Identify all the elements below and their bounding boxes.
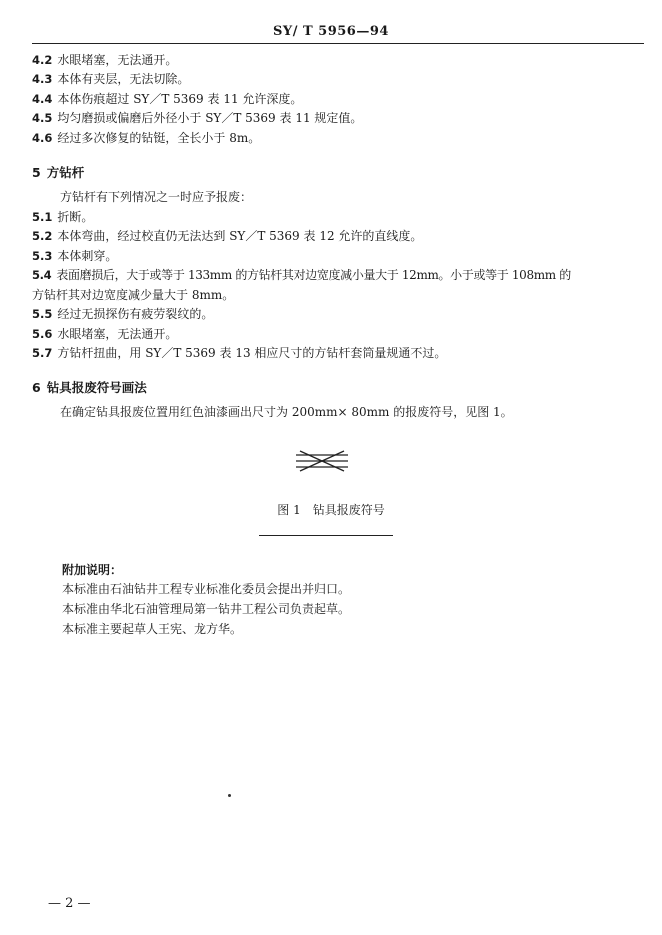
clause-number: 5.3 (32, 249, 53, 263)
clause-5-1 (32, 209, 93, 225)
section-6-text: 在确定钻具报废位置用红色油漆画出尺寸为 200mm× 80mm 的报废符号，见图 1。 (60, 405, 513, 419)
page-number: — 2 — (48, 896, 91, 911)
note-line: 本标准由石油钻井工程专业标准化委员会提出并归口。 (62, 582, 351, 596)
clause-number: 5.7 (32, 346, 53, 360)
clause-text: 折断。 (57, 210, 94, 224)
clause-5-3 (32, 248, 117, 264)
clause-text: 水眼堵塞，无法通开。 (57, 53, 178, 67)
clause-text: 经过多次修复的钻铤，全长小于 8m。 (57, 131, 261, 145)
stray-dot (228, 794, 231, 797)
clause-5-4-continued: 方钻杆其对边宽度减少量大于 8mm。 (32, 288, 235, 302)
end-rule (259, 535, 393, 536)
clause-5-6 (32, 326, 177, 342)
figure-caption: 图 1 钻具报废符号 (277, 503, 385, 517)
clause-text: 均匀磨损或偏磨后外径小于 SY／T 5369 表 11 规定值。 (57, 111, 363, 125)
clause-text: 方钻杆扭曲，用 SY／T 5369 表 13 相应尺寸的方钻杆套筒量规通不过。 (57, 346, 447, 360)
clause-text: 本体有夹层，无法切除。 (57, 72, 190, 86)
clause-4-2 (32, 52, 177, 68)
section-6-heading (32, 378, 147, 396)
clause-number: 4.5 (32, 111, 53, 125)
clause-5-4 (32, 267, 571, 283)
clause-text: 本体弯曲，经过校直仍无法达到 SY／T 5369 表 12 允许的直线度。 (57, 229, 423, 243)
clause-number: 4.3 (32, 72, 53, 86)
clause-text: 表面磨损后，大于或等于 133mm 的方钻杆其对边宽度减小量大于 12mm。小于或等于 108mm 的 (56, 268, 571, 282)
clause-number: 5.4 (32, 268, 52, 282)
clause-text: 本体刺穿。 (57, 249, 118, 263)
clause-4-3 (32, 71, 189, 87)
section-title: 钻具报废符号画法 (46, 380, 147, 395)
section-number: 6 (32, 380, 41, 395)
clause-number: 5.5 (32, 307, 53, 321)
notes-title: 附加说明： (62, 563, 123, 577)
clause-number: 4.6 (32, 131, 53, 145)
clause-4-5 (32, 110, 362, 126)
section-5-intro: 方钻杆有下列情况之一时应予报废： (60, 190, 253, 204)
clause-4-4 (32, 91, 302, 107)
clause-5-7 (32, 345, 446, 361)
note-line: 本标准由华北石油管理局第一钻井工程公司负责起草。 (62, 602, 351, 616)
clause-5-2 (32, 228, 422, 244)
clause-4-6 (32, 130, 260, 146)
clause-text: 本体伤痕超过 SY／T 5369 表 11 允许深度。 (57, 92, 303, 106)
section-title: 方钻杆 (46, 165, 85, 180)
note-line: 本标准主要起草人王宪、龙方华。 (62, 622, 243, 636)
section-5-heading (32, 163, 84, 181)
section-number: 5 (32, 165, 41, 180)
clause-5-5 (32, 306, 213, 322)
clause-number: 5.2 (32, 229, 53, 243)
clause-number: 5.1 (32, 210, 53, 224)
scrap-mark-symbol-icon (292, 448, 352, 474)
clause-number: 5.6 (32, 327, 53, 341)
clause-number: 4.4 (32, 92, 53, 106)
standard-code-header: SY/ T 5956—94 (273, 24, 389, 39)
header-rule (32, 43, 644, 44)
clause-text: 水眼堵塞，无法通开。 (57, 327, 178, 341)
clause-text: 经过无损探伤有疲劳裂纹的。 (57, 307, 214, 321)
clause-number: 4.2 (32, 53, 53, 67)
